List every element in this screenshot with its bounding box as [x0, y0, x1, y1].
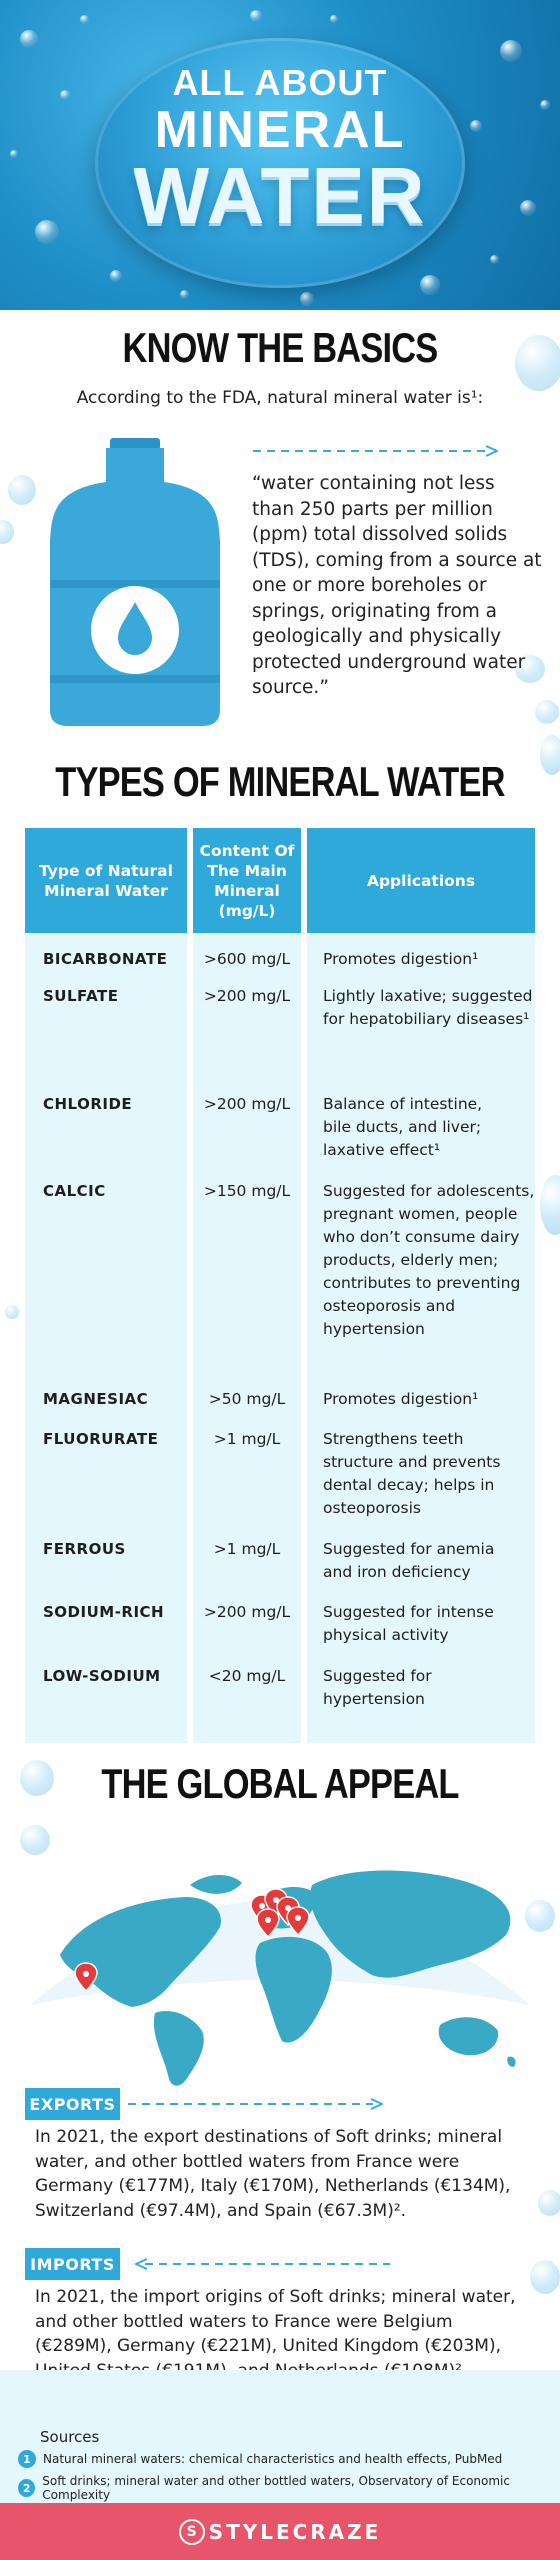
- title-line-2: MINERAL: [154, 101, 406, 159]
- row-type: LOW-SODIUM: [43, 1667, 161, 1685]
- sources-title: Sources: [40, 2428, 100, 2446]
- decor-drop: [0, 520, 14, 544]
- row-application: Suggested for hypertension: [323, 1667, 432, 1708]
- row-content: >200 mg/L: [203, 1603, 291, 1621]
- decor-drop: [538, 2190, 560, 2216]
- row-type: SULFATE: [43, 987, 119, 1005]
- row-content: >600 mg/L: [203, 950, 291, 968]
- table-header-type: Type of Natural Mineral Water: [25, 828, 187, 933]
- basics-intro: According to the FDA, natural mineral water is¹:: [76, 388, 484, 408]
- row-type: FLUORURATE: [43, 1430, 159, 1448]
- water-bottle-icon: [40, 430, 230, 730]
- decor-drop: [5, 1305, 19, 1319]
- row-type: CHLORIDE: [43, 1095, 133, 1113]
- row-type: FERROUS: [43, 1540, 126, 1558]
- row-content: <20 mg/L: [208, 1667, 286, 1685]
- brand-logo-icon: S: [179, 2519, 205, 2545]
- title-line-3: WATER: [133, 151, 427, 240]
- source-item: [18, 2474, 560, 2502]
- row-type: BICARBONATE: [43, 950, 168, 968]
- table-header-applications: Applications: [307, 828, 535, 933]
- source-number: 1: [18, 2450, 36, 2468]
- exports-text: In 2021, the export destinations of Soft drinks; mineral water, and other bottled waters from France were Germany (€177M), Italy (€170M), Netherlands (€134M), Switzerland (€97.4M), and Spain (€67.3M)².: [35, 2127, 511, 2221]
- row-application: Balance of intestine, bile ducts, and liver; laxative effect¹: [323, 1095, 483, 1159]
- row-content: >1 mg/L: [213, 1540, 281, 1558]
- row-application: Suggested for adolescents, pregnant women, people who don’t consume dairy products, elderly men; contributes to preventing osteoporosis and hypertension: [323, 1182, 535, 1338]
- row-type: CALCIC: [43, 1182, 106, 1200]
- source-number: 2: [18, 2479, 35, 2497]
- types-heading: TYPES OF MINERAL WATER: [55, 758, 505, 805]
- row-content: >150 mg/L: [203, 1182, 291, 1200]
- title-line-1: ALL ABOUT: [172, 62, 388, 103]
- decor-drop: [540, 735, 560, 775]
- row-application: Promotes digestion¹: [323, 1390, 479, 1408]
- footer-brand-bar: [0, 2503, 560, 2560]
- fda-definition-quote: “water containing not less than 250 parts per million (ppm) total dissolved solids (TDS), coming from a source at one or more boreholes or springs, originating from a geologically and physically protected underground water source.”: [252, 473, 542, 698]
- imports-text: In 2021, the import origins of Soft drinks; mineral water, and other bottled waters to France were Belgium (€289M), Germany (€221M), United Kingdom (€203M),: [35, 2287, 516, 2356]
- decor-drop: [515, 335, 560, 391]
- row-application: Promotes digestion¹: [323, 950, 479, 968]
- dashed-arrow-left-icon: [135, 2257, 390, 2271]
- row-application: Suggested for anemia and iron deficiency: [323, 1540, 495, 1581]
- dashed-arrow-right-icon: [253, 445, 498, 457]
- header-banner: [0, 0, 560, 310]
- decor-drop: [540, 1175, 560, 1235]
- brand-name: STYLECRAZE: [208, 2519, 382, 2544]
- decor-drop: [535, 700, 559, 724]
- global-heading: THE GLOBAL APPEAL: [101, 1760, 459, 1807]
- dashed-arrow-right-icon: [128, 2097, 383, 2111]
- row-application: Suggested for intense physical activity: [323, 1603, 494, 1644]
- row-type: MAGNESIAC: [43, 1390, 149, 1408]
- row-application: Strengthens teeth structure and prevents dental decay; helps in osteoporosis: [323, 1430, 501, 1517]
- row-content: >50 mg/L: [208, 1390, 286, 1408]
- row-application: Lightly laxative; suggested for hepatobiliary diseases¹: [323, 987, 533, 1028]
- source-text: Soft drinks; mineral water and other bottled waters, Observatory of Economic Complexity: [42, 2474, 510, 2502]
- decor-drop: [20, 1760, 54, 1796]
- decor-drop: [8, 475, 36, 505]
- basics-heading: KNOW THE BASICS: [122, 324, 438, 371]
- row-content: >200 mg/L: [203, 1095, 291, 1113]
- row-content: >200 mg/L: [203, 987, 291, 1005]
- table-header-content: Content Of The Main Mineral (mg/L): [193, 828, 301, 933]
- imports-label: IMPORTS: [25, 2248, 120, 2280]
- source-item: [18, 2450, 502, 2468]
- source-text: Natural mineral waters: chemical characteristics and health effects, PubMed: [43, 2452, 503, 2466]
- world-map: [20, 1835, 540, 2095]
- row-type: SODIUM-RICH: [43, 1603, 165, 1621]
- decor-drop: [530, 2260, 560, 2294]
- mineral-water-table: [25, 828, 535, 1743]
- row-content: >1 mg/L: [213, 1430, 281, 1448]
- exports-label: EXPORTS: [25, 2088, 120, 2120]
